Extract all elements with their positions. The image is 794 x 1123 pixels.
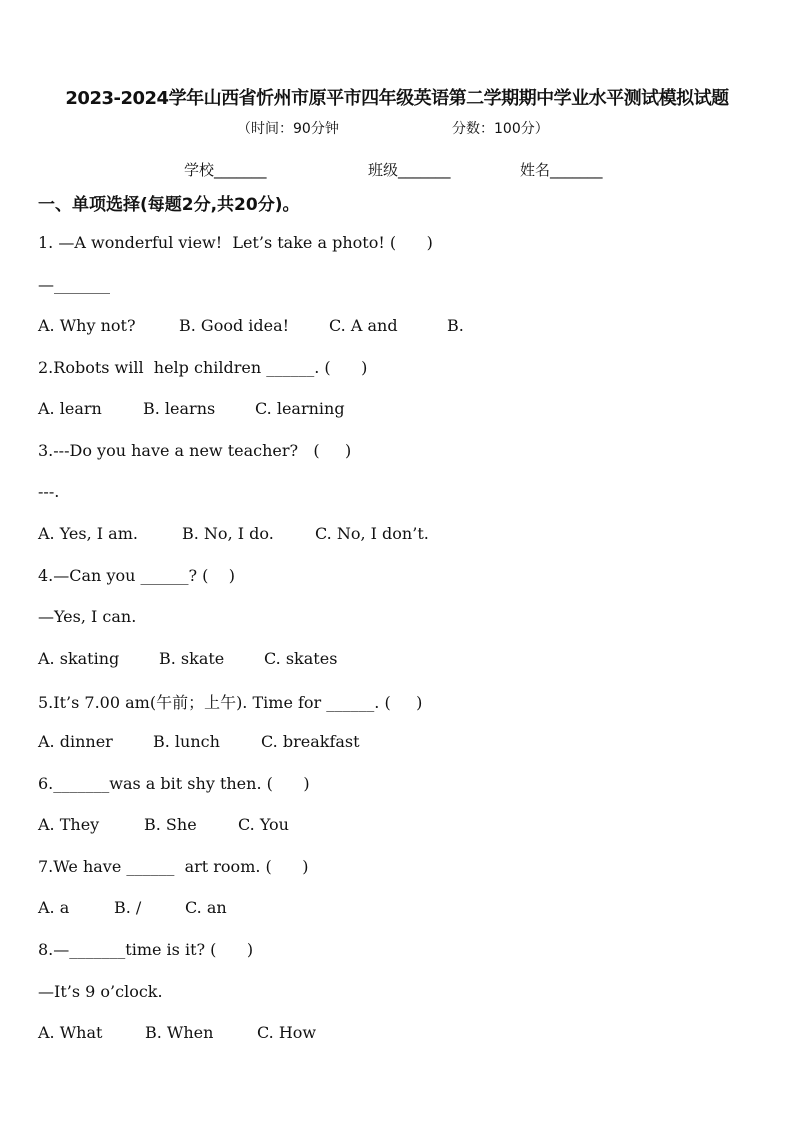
- question-5-option-b[interactable]: B. lunch: [153, 732, 220, 751]
- question-8-stem: 8.—_______time is it? ( ): [38, 940, 254, 959]
- question-6-option-a[interactable]: A. They: [38, 815, 100, 834]
- question-7-option-c[interactable]: C. an: [185, 898, 227, 917]
- question-1-stem: 1. —A wonderful view! Let’s take a photo! ( ): [38, 233, 433, 252]
- question-7-option-a[interactable]: A. a: [38, 898, 70, 917]
- question-8-option-a[interactable]: A. What: [38, 1023, 103, 1042]
- school-field[interactable]: 学校_______: [184, 161, 267, 179]
- question-3-extra: ---.: [38, 482, 60, 501]
- question-6-option-c[interactable]: C. You: [238, 815, 289, 834]
- question-4-extra: —Yes, I can.: [38, 607, 137, 626]
- question-2-option-c[interactable]: C. learning: [255, 399, 345, 418]
- name-field[interactable]: 姓名_______: [520, 161, 603, 179]
- question-1-option-c[interactable]: C. A and: [329, 316, 398, 335]
- question-6-stem: 6._______was a bit shy then. ( ): [38, 774, 310, 793]
- exam-time: （时间：90分钟: [237, 121, 339, 137]
- section-title: 一、单项选择(每题2分,共20分)。: [38, 195, 300, 215]
- question-8-option-c[interactable]: C. How: [257, 1023, 317, 1042]
- question-4-option-b[interactable]: B. skate: [159, 649, 225, 668]
- question-1-extra: —_______: [38, 275, 110, 294]
- question-4-option-a[interactable]: A. skating: [38, 649, 120, 668]
- question-8-extra: —It’s 9 o’clock.: [38, 982, 163, 1001]
- question-3-option-b[interactable]: B. No, I do.: [182, 524, 274, 543]
- question-1-option-d[interactable]: B.: [447, 316, 464, 335]
- question-2-option-b[interactable]: B. learns: [143, 399, 216, 418]
- question-6-option-b[interactable]: B. She: [144, 815, 197, 834]
- question-7-option-b[interactable]: B. /: [114, 898, 142, 917]
- question-1-option-b[interactable]: B. Good idea!: [179, 316, 290, 335]
- question-4-stem: 4.—Can you ______? ( ): [38, 566, 235, 585]
- question-3-option-c[interactable]: C. No, I don’t.: [315, 524, 429, 543]
- question-5-option-a[interactable]: A. dinner: [38, 732, 113, 751]
- class-field[interactable]: 班级_______: [368, 161, 451, 179]
- exam-title: 2023-2024学年山西省忻州市原平市四年级英语第二学期期中学业水平测试模拟试题: [65, 88, 729, 109]
- question-7-stem: 7.We have ______ art room. ( ): [38, 857, 309, 876]
- question-8-option-b[interactable]: B. When: [145, 1023, 214, 1042]
- question-4-option-c[interactable]: C. skates: [264, 649, 338, 668]
- question-3-option-a[interactable]: A. Yes, I am.: [38, 524, 138, 543]
- exam-score: 分数：100分）: [452, 121, 549, 137]
- question-3-stem: 3.---Do you have a new teacher? ( ): [38, 441, 352, 460]
- question-2-option-a[interactable]: A. learn: [38, 399, 102, 418]
- question-5-option-c[interactable]: C. breakfast: [261, 732, 360, 751]
- question-2-stem: 2.Robots will help children ______. ( ): [38, 358, 368, 377]
- question-5-stem: 5.It’s 7.00 am(午前；上午). Time for ______. ( ): [38, 693, 423, 712]
- question-1-option-a[interactable]: A. Why not?: [38, 316, 136, 335]
